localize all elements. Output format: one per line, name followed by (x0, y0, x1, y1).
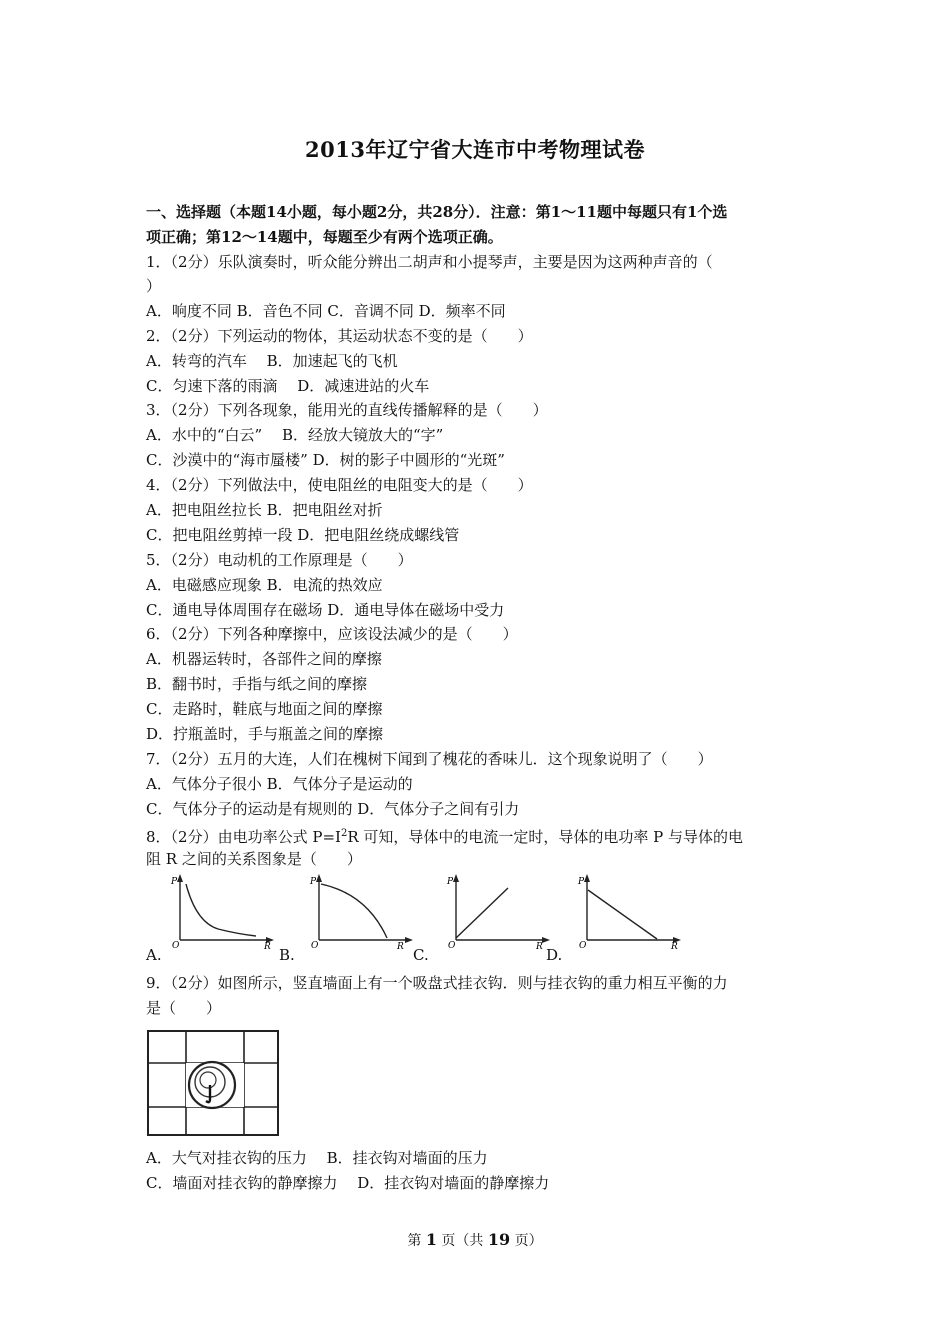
q9-options-cd: C．墙面对挂衣钩的静摩擦力 D．挂衣钩对墙面的静摩擦力 (146, 1174, 550, 1192)
q5-stem: 5．（2分）电动机的工作原理是（ ） (146, 551, 413, 569)
q9-stem-cont: 是（ ） (146, 999, 222, 1017)
graph-a (168, 872, 276, 950)
graph-a-origin: O (172, 941, 180, 950)
page-footer (0, 1230, 950, 1250)
q6-option-d: D．拧瓶盖时，手与瓶盖之间的摩擦 (146, 725, 384, 743)
graph-d-y-label: P (578, 877, 585, 887)
footer-page-number: 1 (425, 1230, 437, 1249)
graph-d-x-label: R (671, 942, 678, 950)
footer-post: 页） (510, 1233, 543, 1249)
graph-a-x-label: R (264, 942, 271, 950)
graph-b (307, 872, 415, 950)
graph-b-origin: O (311, 941, 319, 950)
q4-stem: 4．（2分）下列做法中，使电阻丝的电阻变大的是（ ） (146, 476, 533, 494)
q6-option-c: C．走路时，鞋底与地面之间的摩擦 (146, 700, 383, 718)
footer-pre: 第 (407, 1233, 426, 1249)
graph-c-origin: O (448, 941, 456, 950)
q6-option-b: B．翻书时，手指与纸之间的摩擦 (146, 675, 368, 693)
q8-stem-post: R 可知，导体中的电流一定时，导体的电功率 P 与导体的电 (347, 828, 744, 846)
q1-stem-cont: ） (146, 277, 162, 295)
section-header-line-1: 一、选择题（本题14小题，每小题2分，共28分）．注意：第1～11题中每题只有1个选 (146, 203, 728, 221)
q7-options-cd: C．气体分子的运动是有规则的 D．气体分子之间有引力 (146, 800, 520, 818)
q5-options-cd: C．通电导体周围存在磁场 D．通电导体在磁场中受力 (146, 601, 505, 619)
q2-stem: 2．（2分）下列运动的物体，其运动状态不变的是（ ） (146, 327, 533, 345)
q8-stem-pre: 8．（2分）由电功率公式 P=I (146, 828, 341, 846)
footer-mid: 页（共 (436, 1233, 488, 1249)
q2-options-cd: C．匀速下落的雨滴 D．减速进站的火车 (146, 377, 430, 395)
q7-stem: 7．（2分）五月的大连，人们在槐树下闻到了槐花的香味儿．这个现象说明了（ ） (146, 750, 713, 768)
q8-stem (146, 822, 826, 849)
graph-a-label: A. (146, 946, 162, 964)
page-title: 2013年辽宁省大连市中考物理试卷 (305, 137, 645, 162)
q8-stem-cont: 阻 R 之间的关系图象是（ ） (146, 850, 362, 868)
q1-options: A．响度不同 B．音色不同 C．音调不同 D．频率不同 (146, 302, 506, 320)
q3-options-ab: A．水中的“白云” B．经放大镜放大的“字” (146, 426, 444, 444)
wall-hook-figure (146, 1029, 280, 1137)
q2-options-ab: A．转弯的汽车 B．加速起飞的飞机 (146, 352, 398, 370)
q6-stem: 6．（2分）下列各种摩擦中，应该设法减少的是（ ） (146, 625, 518, 643)
q4-options-ab: A．把电阻丝拉长 B．把电阻丝对折 (146, 501, 383, 519)
graph-d-origin: O (579, 941, 587, 950)
graph-b-label: B. (279, 946, 295, 964)
q4-options-cd: C．把电阻丝剪掉一段 D．把电阻丝绕成螺线管 (146, 526, 460, 544)
graph-c (444, 872, 552, 950)
graph-d (575, 872, 683, 950)
q1-stem: 1．（2分）乐队演奏时，听众能分辨出二胡声和小提琴声，主要是因为这两种声音的（ (146, 253, 713, 271)
graph-b-y-label: P (310, 877, 317, 887)
q9-stem: 9．（2分）如图所示，竖直墙面上有一个吸盘式挂衣钩．则与挂衣钩的重力相互平衡的力 (146, 974, 728, 992)
q3-options-cd: C．沙漠中的“海市蜃楼” D．树的影子中圆形的“光斑” (146, 451, 505, 469)
graph-c-x-label: R (536, 942, 543, 950)
q7-options-ab: A．气体分子很小 B．气体分子是运动的 (146, 775, 413, 793)
q5-options-ab: A．电磁感应现象 B．电流的热效应 (146, 576, 383, 594)
q8-stem-sup: 2 (340, 828, 348, 839)
graph-b-x-label: R (397, 942, 404, 950)
q9-options-ab: A．大气对挂衣钩的压力 B．挂衣钩对墙面的压力 (146, 1149, 488, 1167)
graph-c-label: C. (413, 946, 429, 964)
graph-d-label: D. (546, 946, 563, 964)
q6-option-a: A．机器运转时，各部件之间的摩擦 (146, 650, 382, 668)
graph-c-y-label: P (447, 877, 454, 887)
section-header-line-2: 项正确；第12～14题中，每题至少有两个选项正确。 (146, 228, 503, 246)
footer-total-pages: 19 (487, 1230, 511, 1249)
graph-a-y-label: P (171, 877, 178, 887)
q3-stem: 3．（2分）下列各现象，能用光的直线传播解释的是（ ） (146, 401, 548, 419)
